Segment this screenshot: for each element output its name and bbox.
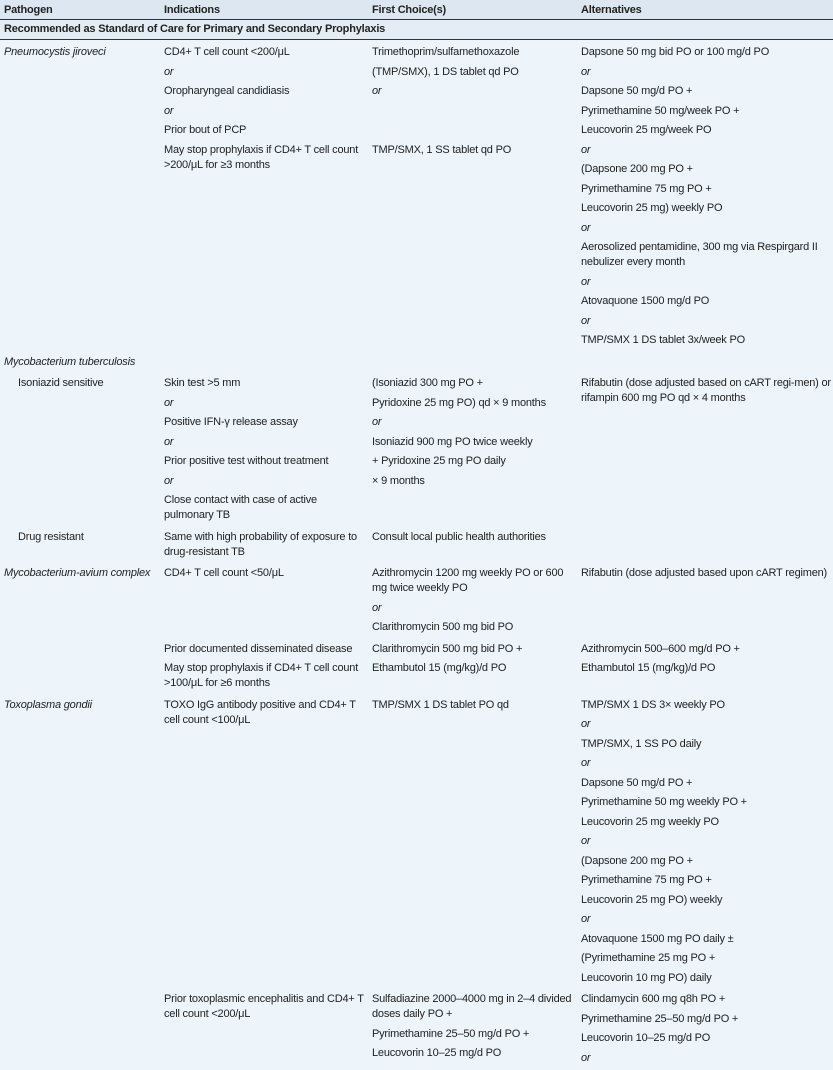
cell-line: TOXO IgG antibody positive and CD4+ T cell count <100/μL: [164, 698, 356, 726]
alternatives-cell: [577, 45, 833, 353]
cell-line: Rifabutin (dose adjusted based upon cART regimen): [581, 567, 828, 579]
cell-line: Leucovorin 10–25 mg/d PO: [581, 1032, 711, 1044]
cell-line: Trimethoprim/sulfamethoxazole: [372, 46, 520, 58]
cell-line: TMP/SMX 1 DS 3× weekly PO: [581, 698, 725, 711]
first-choice-cell: [368, 566, 577, 640]
pathogen-cell: [0, 376, 160, 528]
cell-line: CD4+ T cell count <200/μL: [164, 46, 290, 58]
pathogen-cell: [0, 698, 160, 991]
first-choice-cell: [368, 376, 577, 528]
or-separator: or: [164, 396, 174, 409]
indications-cell: [160, 45, 368, 353]
indications-cell: [160, 376, 368, 528]
cell-line: Clarithromycin 500 mg bid PO +: [372, 642, 523, 655]
or-separator: or: [372, 601, 382, 614]
pathogen-cell: [0, 355, 160, 375]
cell-line: Aerosolized pentamidine, 300 mg via Respirgard II nebulizer every month: [581, 241, 818, 268]
cell-line: (Dapsone 200 mg PO +: [581, 163, 693, 175]
cell-line: Positive IFN-γ release assay: [164, 416, 298, 428]
cell-line: (Dapsone 200 mg PO +: [581, 854, 693, 867]
cell-line: Atovaquone 1500 mg PO daily ±: [581, 932, 734, 945]
cell-line: Ethambutol 15 (mg/kg)/d PO: [372, 662, 507, 674]
indications-cell: [160, 355, 368, 375]
alternatives-cell: [577, 566, 833, 640]
or-separator: or: [581, 1051, 591, 1064]
or-separator: or: [581, 718, 591, 730]
cell-line: Oropharyngeal candidiasis: [164, 85, 290, 97]
cell-line: Clarithromycin 500 mg bid PO: [372, 621, 514, 633]
pathogen-name: Isoniazid sensitive: [18, 377, 104, 389]
first-choice-cell: [368, 355, 577, 375]
cell-line: Pyridoxine 25 mg PO) qd × 9 months: [372, 396, 546, 409]
section-title-row: Recommended as Standard of Care for Primary and Secondary Prophylaxis: [0, 20, 833, 40]
cell-line: Isoniazid 900 mg PO twice weekly: [372, 435, 533, 448]
cell-line: Sulfadiazine 2000–4000 mg in 2–4 divided doses daily PO +: [372, 993, 572, 1020]
header-pathogen: Pathogen: [4, 3, 53, 16]
or-separator: or: [581, 835, 591, 847]
indications-cell: [160, 698, 368, 991]
cell-line: Azithromycin 1200 mg weekly PO or 600 mg twice weekly PO: [372, 567, 564, 594]
pathogen-name: [4, 642, 160, 657]
cell-line: Prior toxoplasmic encephalitis and CD4+ T cell count <200/μL: [164, 993, 364, 1020]
or-separator: or: [581, 913, 591, 925]
or-separator: or: [581, 221, 591, 234]
first-choice-cell: [368, 530, 577, 565]
first-choice-cell: [368, 698, 577, 991]
cell-line: Dapsone 50 mg/d PO +: [581, 776, 693, 789]
first-choice-cell: [368, 992, 577, 1070]
cell-line: Pyrimethamine 25–50 mg/d PO +: [372, 1027, 530, 1040]
cell-line: × 9 months: [372, 474, 425, 487]
cell-line: + Pyridoxine 25 mg PO daily: [372, 455, 506, 467]
cell-line: (TMP/SMX), 1 DS tablet qd PO: [372, 65, 519, 78]
header-indications: Indications: [164, 3, 220, 16]
cell-line: Prior positive test without treatment: [164, 455, 329, 467]
or-separator: or: [372, 416, 382, 428]
cell-line: CD4+ T cell count <50/μL: [164, 567, 284, 579]
table-body: [0, 40, 833, 1070]
pathogen-cell: [0, 45, 160, 353]
first-choice-cell: [368, 642, 577, 696]
cell-line: TMP/SMX 1 DS tablet PO qd: [372, 698, 509, 711]
indications-cell: [160, 992, 368, 1070]
table-header-row: [0, 0, 833, 20]
first-choice-cell: [368, 45, 577, 353]
or-separator: or: [164, 435, 174, 448]
cell-line: Pyrimethamine 25–50 mg/d PO +: [581, 1012, 739, 1025]
cell-line: Prior documented disseminated disease: [164, 642, 353, 655]
pathogen-name: Mycobacterium tuberculosis: [4, 355, 136, 368]
pathogen-name: Drug resistant: [18, 530, 84, 543]
table-row: [0, 564, 833, 640]
alternatives-cell: [577, 698, 833, 991]
cell-line: Rifabutin (dose adjusted based on cART regi-men) or rifampin 600 mg PO qd × 4 months: [581, 377, 831, 404]
cell-line: Dapsone 50 mg/d PO +: [581, 85, 693, 97]
pathogen-cell: [0, 566, 160, 640]
or-separator: or: [581, 65, 591, 78]
alternatives-cell: [577, 530, 833, 565]
table-row: [0, 640, 833, 696]
pathogen-cell: [0, 642, 160, 696]
cell-line: Leucovorin 10–25 mg/d PO: [372, 1047, 502, 1059]
cell-line: Same with high probability of exposure to drug-resistant TB: [164, 530, 357, 558]
indications-cell: [160, 642, 368, 696]
cell-line: Pyrimethamine 75 mg PO +: [581, 874, 712, 886]
cell-line: [372, 104, 577, 119]
table-row: [0, 374, 833, 528]
indications-cell: [160, 566, 368, 640]
or-separator: or: [164, 474, 174, 487]
cell-line: Clindamycin 600 mg q8h PO +: [581, 993, 726, 1005]
table-row: [0, 990, 833, 1070]
or-separator: or: [581, 314, 591, 327]
cell-line: Leucovorin 25 mg weekly PO: [581, 815, 719, 828]
pathogen-name: [4, 992, 160, 1007]
cell-line: Pyrimethamine 75 mg PO +: [581, 182, 712, 195]
cell-line: Leucovorin 10 mg PO) daily: [581, 971, 712, 984]
or-separator: or: [372, 85, 382, 97]
cell-line: Ethambutol 15 (mg/kg)/d PO: [581, 662, 716, 674]
cell-line: (Isoniazid 300 mg PO +: [372, 377, 483, 389]
cell-line: Leucovorin 25 mg PO) weekly: [581, 893, 723, 906]
table-row: [0, 353, 833, 375]
alternatives-cell: [577, 642, 833, 696]
cell-line: Azithromycin 500–600 mg/d PO +: [581, 642, 740, 655]
table-row: [0, 43, 833, 353]
header-first-choice: First Choice(s): [372, 3, 447, 16]
cell-line: Skin test >5 mm: [164, 377, 241, 389]
pathogen-name: Pneumocystis jiroveci: [4, 46, 106, 58]
cell-line: TMP/SMX 1 DS tablet 3x/week PO: [581, 334, 745, 346]
pathogen-name: Toxoplasma gondii: [4, 698, 92, 711]
indications-cell: [160, 530, 368, 565]
cell-line: Pyrimethamine 50 mg weekly PO +: [581, 796, 747, 808]
or-separator: or: [164, 104, 174, 117]
cell-line: Pyrimethamine 50 mg/week PO +: [581, 104, 740, 117]
pathogen-cell: [0, 992, 160, 1070]
cell-line: Consult local public health authorities: [372, 530, 546, 543]
cell-line: Close contact with case of active pulmonary TB: [164, 494, 317, 521]
cell-line: Leucovorin 25 mg) weekly PO: [581, 202, 723, 214]
header-alternatives: Alternatives: [581, 3, 642, 16]
cell-line: Prior bout of PCP: [164, 124, 247, 136]
cell-line: (Pyrimethamine 25 mg PO +: [581, 952, 716, 964]
cell-line: TMP/SMX, 1 SS tablet qd PO: [372, 143, 512, 156]
table-row: [0, 696, 833, 991]
cell-line: May stop prophylaxis if CD4+ T cell count >200/μL for ≥3 months: [164, 143, 359, 171]
or-separator: or: [581, 275, 591, 288]
cell-line: May stop prophylaxis if CD4+ T cell count >100/μL for ≥6 months: [164, 662, 359, 689]
cell-line: Atovaquone 1500 mg/d PO: [581, 295, 710, 307]
alternatives-cell: [577, 376, 833, 528]
cell-line: TMP/SMX, 1 SS PO daily: [581, 737, 702, 750]
cell-line: [372, 123, 577, 138]
table-row: [0, 528, 833, 565]
cell-line: Leucovorin 25 mg/week PO: [581, 124, 712, 136]
alternatives-cell: [577, 355, 833, 375]
pathogen-name: Mycobacterium-avium complex: [4, 567, 151, 579]
or-separator: or: [164, 65, 174, 78]
alternatives-cell: [577, 992, 833, 1070]
or-separator: or: [581, 143, 591, 156]
pathogen-cell: [0, 530, 160, 565]
or-separator: or: [581, 757, 591, 769]
cell-line: Dapsone 50 mg bid PO or 100 mg/d PO: [581, 46, 770, 58]
